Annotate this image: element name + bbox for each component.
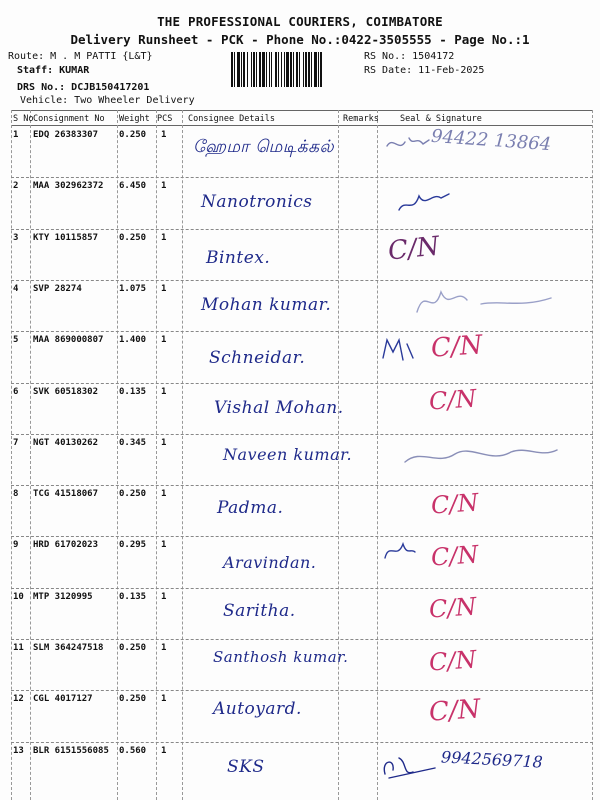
col-divider: [156, 110, 157, 800]
row-sno: 13: [13, 745, 24, 756]
barcode: [231, 52, 357, 87]
row-consignment-no: TCG 41518067: [33, 489, 99, 500]
signature-scribble: [379, 336, 419, 366]
barcode-bar: [237, 52, 240, 87]
row-weight: 0.295: [119, 540, 147, 551]
row-consignee-handwritten: Saritha.: [223, 600, 296, 621]
barcode-bar: [305, 52, 307, 87]
col-divider: [182, 110, 183, 800]
row-consignment-no: CGL 4017127: [33, 694, 93, 705]
signature-scribble: [379, 752, 439, 782]
signature-scribble: [381, 538, 417, 568]
row-consignee-handwritten: SKS: [227, 756, 265, 777]
barcode-bar: [303, 52, 304, 87]
barcode-bar: [259, 52, 261, 87]
barcode-bar: [269, 52, 270, 87]
barcode-bar: [271, 52, 272, 87]
row-sno: 5: [13, 335, 19, 346]
row-signature: 94422 13864: [430, 125, 552, 156]
row-weight: 1.400: [119, 335, 147, 346]
row-signature: C/N: [386, 231, 441, 267]
vehicle-label: Vehicle: Two Wheeler Delivery: [20, 95, 195, 106]
row-divider: [11, 434, 593, 435]
row-consignment-no: MTP 3120995: [33, 591, 93, 602]
row-consignee-handwritten: Autoyard.: [213, 699, 302, 720]
runsheet-subtitle: Delivery Runsheet - PCK - Phone No.:0422-3505555 - Page No.:1: [70, 32, 530, 47]
barcode-bar: [320, 52, 322, 87]
row-weight: 0.250: [119, 643, 147, 653]
row-weight: 0.250: [119, 130, 147, 140]
row-pcs: 1: [161, 386, 167, 397]
row-weight: 0.250: [119, 489, 147, 500]
barcode-bar: [251, 52, 252, 87]
row-consignee-handwritten: Schneidar.: [209, 348, 306, 369]
col-divider: [11, 110, 12, 800]
row-consignment-no: MAA 869000807: [33, 335, 104, 346]
row-pcs: 1: [161, 437, 167, 448]
barcode-bar: [241, 52, 242, 87]
header-bottom-rule: [11, 125, 593, 126]
col-divider: [377, 110, 378, 800]
row-divider: [11, 485, 593, 486]
row-pcs: 1: [161, 232, 167, 243]
barcode-bar: [314, 52, 317, 87]
row-signature: C/N: [428, 592, 478, 624]
table-top-rule: [11, 110, 593, 111]
rs-date: RS Date: 11-Feb-2025: [364, 65, 485, 76]
rs-number: RS No.: 1504172: [364, 51, 455, 62]
row-consignment-no: MAA 302962372: [33, 181, 104, 192]
barcode-bar: [278, 52, 279, 87]
barcode-bar: [275, 52, 277, 87]
barcode-bar: [262, 52, 265, 87]
row-signature: C/N: [428, 694, 482, 728]
row-sno: 7: [13, 437, 19, 448]
col-header-pcs: PCS: [157, 114, 173, 124]
barcode-bar: [308, 52, 310, 87]
barcode-bar: [231, 52, 233, 87]
row-consignee-handwritten: Mohan kumar.: [201, 294, 332, 315]
row-pcs: 1: [161, 283, 167, 294]
row-consignment-no: SVK 60518302: [33, 386, 99, 397]
barcode-bar: [311, 52, 312, 87]
col-header-sno: S No: [13, 114, 34, 124]
barcode-bar: [293, 52, 294, 87]
row-weight: 0.135: [119, 591, 147, 602]
row-pcs: 1: [161, 694, 167, 705]
barcode-bar: [290, 52, 292, 87]
signature-scribble: [411, 282, 561, 322]
row-divider: [11, 331, 593, 332]
barcode-bar: [286, 52, 289, 87]
col-divider: [592, 110, 593, 800]
barcode-bar: [284, 52, 285, 87]
row-pcs: 1: [161, 489, 167, 500]
row-signature: C/N: [430, 330, 484, 364]
signature-scribble: [383, 132, 433, 156]
row-pcs: 1: [161, 540, 167, 551]
row-consignee-handwritten: Santhosh kumar.: [213, 648, 349, 666]
row-divider: [11, 280, 593, 281]
barcode-bar: [247, 52, 248, 87]
row-weight: 1.075: [119, 283, 147, 294]
col-header-weight: Weight: [119, 114, 150, 124]
row-weight: 0.345: [119, 437, 147, 448]
row-consignee-handwritten: Aravindan.: [223, 553, 317, 573]
row-weight: 0.135: [119, 386, 147, 397]
row-consignee-handwritten: Vishal Mohan.: [214, 397, 344, 418]
col-header-consignee: Consignee Details: [188, 114, 275, 124]
row-sno: 12: [13, 694, 24, 705]
row-consignment-no: BLR 6151556085: [33, 745, 109, 756]
staff-label: Staff: KUMAR: [17, 65, 90, 76]
drs-number: DRS No.: DCJB150417201: [17, 82, 150, 93]
row-pcs: 1: [161, 591, 167, 602]
row-consignee-handwritten: Naveen kumar.: [223, 444, 353, 464]
runsheet-table: [11, 110, 593, 800]
row-sno: 1: [13, 130, 19, 140]
row-consignee-handwritten: Padma.: [217, 498, 284, 519]
row-divider: [11, 177, 593, 178]
row-consignment-no: EDQ 26383307: [33, 130, 99, 140]
col-divider: [117, 110, 118, 800]
company-title: THE PROFESSIONAL COURIERS, COIMBATORE: [157, 14, 443, 29]
row-signature: C/N: [428, 645, 478, 677]
row-sno: 11: [13, 643, 24, 653]
row-consignment-no: NGT 40130262: [33, 437, 99, 448]
row-signature: C/N: [430, 540, 480, 572]
row-sno: 2: [13, 181, 19, 192]
row-consignment-no: HRD 61702023: [33, 540, 99, 551]
row-pcs: 1: [161, 181, 167, 192]
barcode-bar: [296, 52, 298, 87]
row-weight: 0.250: [119, 232, 147, 243]
row-pcs: 1: [161, 130, 167, 140]
col-header-signature: Seal & Signature: [400, 114, 482, 124]
barcode-bar: [266, 52, 267, 87]
row-consignment-no: SVP 28274: [33, 283, 82, 294]
row-signature: 9942569718: [440, 747, 544, 772]
row-divider: [11, 690, 593, 691]
barcode-bar: [281, 52, 282, 87]
row-sno: 6: [13, 386, 19, 397]
barcode-bar: [256, 52, 257, 87]
row-divider: [11, 229, 593, 230]
row-divider: [11, 742, 593, 743]
row-pcs: 1: [161, 745, 167, 756]
row-pcs: 1: [161, 643, 167, 653]
row-sno: 3: [13, 232, 19, 243]
row-sno: 4: [13, 283, 19, 294]
row-consignee-handwritten: Bintex.: [206, 247, 271, 268]
row-divider: [11, 588, 593, 589]
barcode-bar: [234, 52, 235, 87]
col-header-consignment: Consignment No: [33, 114, 105, 124]
signature-scribble: [393, 188, 453, 218]
route-label: Route: M . M PATTI {L&T}: [8, 51, 153, 62]
row-consignee-handwritten: ஹேமா மெடிக்கல்: [193, 137, 335, 157]
row-consignment-no: KTY 10115857: [33, 232, 99, 243]
row-signature: C/N: [430, 488, 480, 520]
row-pcs: 1: [161, 335, 167, 346]
row-signature: C/N: [428, 384, 478, 416]
col-divider: [30, 110, 31, 800]
row-weight: 0.560: [119, 745, 147, 756]
row-weight: 6.450: [119, 181, 147, 192]
row-divider: [11, 639, 593, 640]
col-header-remarks: Remarks: [343, 114, 379, 124]
barcode-bar: [299, 52, 300, 87]
row-sno: 9: [13, 540, 19, 551]
row-sno: 10: [13, 591, 24, 602]
row-divider: [11, 383, 593, 384]
row-consignee-handwritten: Nanotronics: [201, 192, 313, 213]
barcode-bar: [243, 52, 245, 87]
row-sno: 8: [13, 489, 19, 500]
row-weight: 0.250: [119, 694, 147, 705]
row-divider: [11, 536, 593, 537]
row-consignment-no: SLM 364247518: [33, 643, 104, 653]
barcode-bar: [253, 52, 255, 87]
signature-scribble: [401, 442, 561, 472]
barcode-bar: [318, 52, 319, 87]
